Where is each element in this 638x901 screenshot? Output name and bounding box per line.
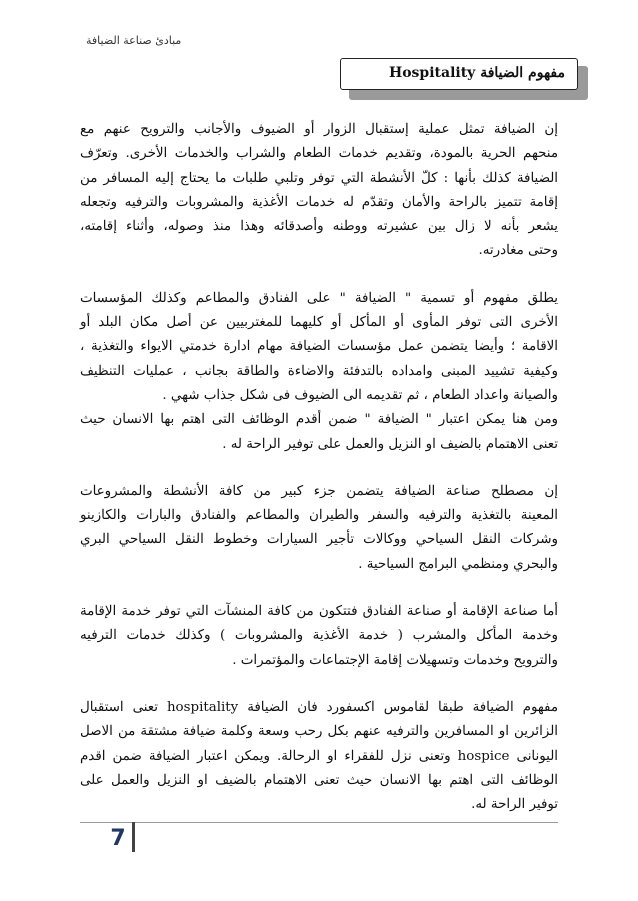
text-line: تعنى الاهتمام بالضيف او النزيل والعمل على توفير الراحة له . — [222, 436, 558, 452]
text-line: وكيفية تشييد المبنى وامداده بالتدفئة والاضاءة والطاقة بجانب ، عمليات التنظيف — [80, 363, 558, 379]
text-line: أما صناعة الإقامة أو صناعة الفنادق فتتكون من كافة المنشآت التي توفر خدمة الإقامة — [80, 604, 558, 620]
text-line: إقامة تتميز بالراحة والأمان وتقدّم له خدمات الأغذية والمشروبات والترفيه وتجعله — [80, 194, 558, 210]
text-line: وحتى مغادرته. — [478, 243, 558, 259]
text-line: والبحري ومنظمي البرامج السياحية . — [358, 556, 558, 572]
paragraph-1 — [80, 118, 558, 264]
paragraph-5 — [80, 696, 558, 817]
text-line: الزائرين او المسافرين والترفيه عنهم بكل رحب وسعة وكلمة ضيافة مشتقة من الاصل — [80, 724, 558, 740]
text-line: والصيانة واعداد الطعام ، ثم تقديمه الى الضيوف فى شكل جذاب شهي . — [162, 387, 558, 403]
text-line: اليونانى hospice وتعنى نزل للفقراء او الرحالة. ويمكن اعتبار الضيافة ضمن اقدم — [80, 748, 558, 764]
running-header: مبادئ صناعة الضيافة — [86, 34, 182, 47]
text-line: يشعر بأنه لا زال بين عشيرته ووطنه وأصدقائه وهذا منذ وصوله، وأثناء إقامته، — [80, 219, 558, 235]
page-number-divider — [132, 822, 135, 852]
title-box — [340, 58, 578, 90]
text-line: إن مصطلح صناعة الضيافة يتضمن جزء كبير من كافة الأنشطة والمشروعات — [80, 483, 558, 499]
text-line: وشركات النقل السياحي ووكالات تأجير السيارات وخطوط النقل السياحي البري — [80, 532, 558, 548]
text-line: المعينة بالتغذية والترفيه والسفر والطيران والمطاعم والفنادق والبارات والكازينو — [80, 508, 558, 524]
body-text — [80, 118, 558, 817]
section-title: مفهوم الضيافة Hospitality — [388, 65, 565, 81]
footer-rule — [80, 822, 558, 823]
paragraph-4 — [80, 600, 558, 673]
text-line: توفير الراحة له. — [471, 797, 558, 813]
text-line: إن الضيافة تمثل عملية إستقبال الزوار أو الضيوف والأجانب والترويح عنهم مع — [80, 122, 558, 137]
text-line: الأخرى التى توفر المأوى أو المأكل أو كليهما للمغتربيين عن أصل مكان البلد أو — [80, 315, 558, 331]
text-line: الوظائف التى اهتم بها الانسان حيث تعنى الاهتمام بالضيف او النزيل والعمل على — [80, 772, 558, 788]
text-line: وخدمة المأكل والمشرب ( خدمة الأغذية والمشروبات ) وكذلك خدمات الترفيه — [80, 628, 558, 644]
page-number: 7 — [110, 826, 126, 851]
text-line: الاقامة ؛ وأيضا يتضمن عمل مؤسسات الضيافة مهام ادارة خدمتي الايواء والتغذية ، — [80, 339, 558, 355]
text-line: والترويح وخدمات وتسهيلات إقامة الإجتماعات والمؤتمرات . — [232, 652, 558, 668]
paragraph-3 — [80, 480, 558, 577]
paragraph-2 — [80, 287, 558, 457]
text-line: يطلق مفهوم أو تسمية " الضيافة " على الفنادق والمطاعم وكذلك المؤسسات — [80, 290, 558, 306]
text-line: ومن هنا يمكن اعتبار " الضيافة " ضمن أقدم الوظائف التى اهتم بها الانسان حيث — [80, 412, 558, 428]
text-line: منحهم الحرية بالمودة، وتقديم خدمات الطعام والشراب والخدمات الأخرى. وتعرّف — [80, 146, 558, 162]
text-line: مفهوم الضيافة طبقا لقاموس اكسفورد فان الضيافة hospitality تعنى استقبال — [80, 699, 558, 715]
text-line: الضيافة كذلك بأنها : كلّ الأنشطة التي توفر وتلبي طلبات ما يحتاج إليه المسافر من — [80, 170, 558, 186]
